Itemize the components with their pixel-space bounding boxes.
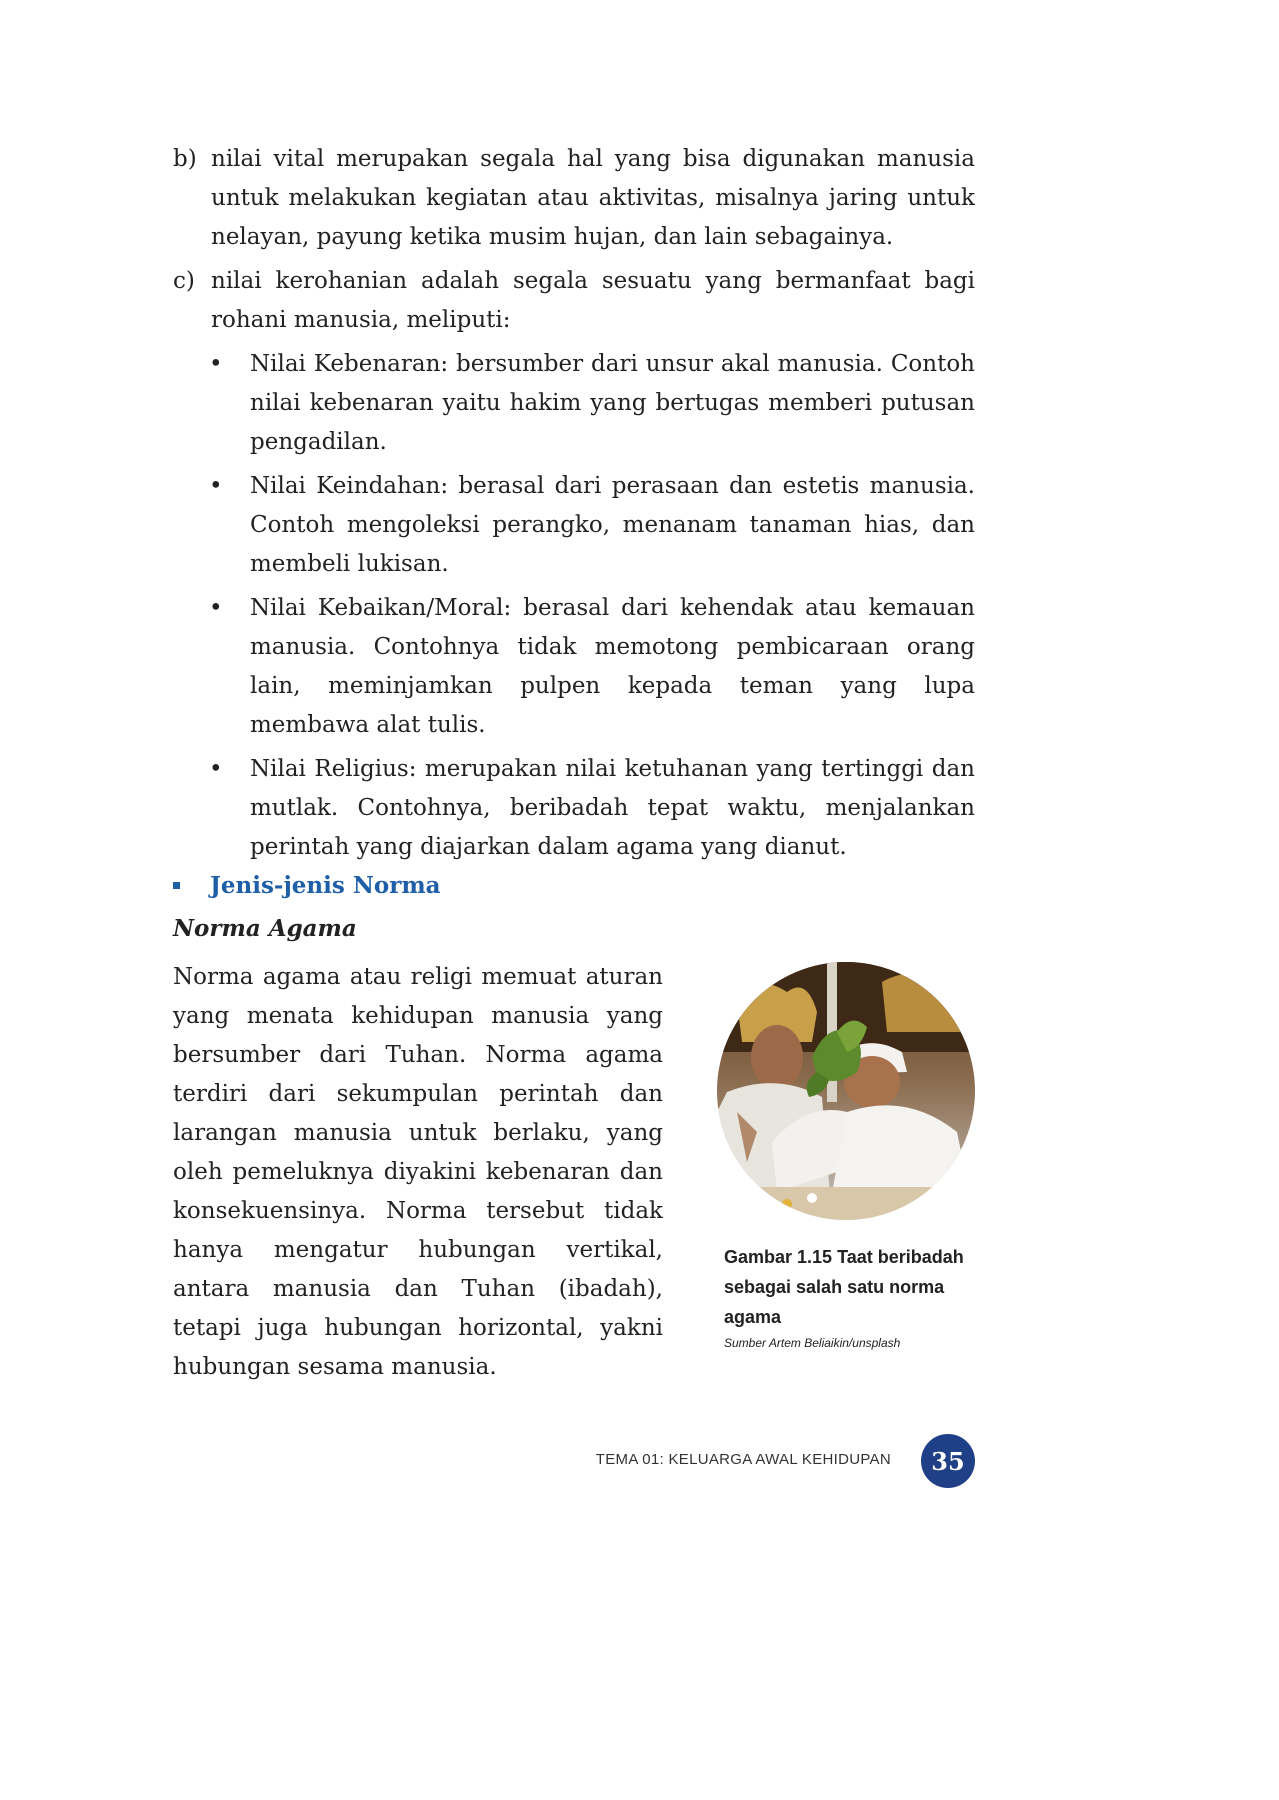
section-heading — [173, 872, 441, 899]
bullet-text: Nilai Keindahan: berasal dari perasaan dan estetis manusia. Contoh mengoleksi perangko, menanam tanaman hias, dan membeli lukisan. — [250, 473, 975, 577]
list-marker: c) — [173, 268, 195, 294]
figure-caption: Gambar 1.15 Taat beribadah sebagai salah satu norma agama — [724, 1247, 964, 1327]
list-marker: b) — [173, 146, 197, 172]
list-item-b — [173, 140, 975, 257]
bullet-dot: • — [209, 595, 223, 621]
footer-theme-title: TEMA 01: KELUARGA AWAL KEHIDUPAN — [595, 1451, 891, 1468]
bullet-dot: • — [209, 351, 223, 377]
bullet-kebenaran — [209, 345, 975, 462]
bullet-text: Nilai Religius: merupakan nilai ketuhanan yang tertinggi dan mutlak. Contohnya, beribadah tepat waktu, menjalankan perintah yang diajarkan dalam agama yang dianut. — [250, 756, 975, 860]
figure-credit: Sumber Artem Beliaikin/unsplash — [724, 1336, 901, 1350]
bullet-text: Nilai Kebenaran: bersumber dari unsur akal manusia. Contoh nilai kebenaran yaitu hakim yang bertugas memberi putusan pengadilan. — [250, 351, 975, 455]
bullet-kebaikan — [209, 589, 975, 745]
subheading: Norma Agama — [173, 915, 357, 942]
bullet-religius — [209, 750, 975, 867]
section-heading-text: Jenis-jenis Norma — [210, 872, 441, 899]
square-bullet-icon — [173, 882, 180, 889]
bullet-dot: • — [209, 756, 223, 782]
norma-agama-paragraph: Norma agama atau religi memuat aturan yang menata kehidupan manusia yang bersumber dari Tuhan. Norma agama terdiri dari sekumpulan perintah dan larangan manusia untuk berlaku, yang oleh pemeluknya diyakini kebenaran dan konsekuensinya. Norma tersebut tidak hanya mengatur hubungan vertikal, antara manusia dan Tuhan (ibadah), tetapi juga hubungan horizontal, yakni hubungan sesama manusia. — [173, 964, 663, 1380]
bullet-dot: • — [209, 473, 223, 499]
list-item-c — [173, 262, 975, 340]
value-bullet-list — [173, 345, 975, 867]
worship-photo-illustration — [717, 962, 975, 1220]
page-number-badge: 35 — [921, 1434, 975, 1488]
bullet-text: Nilai Kebaikan/Moral: berasal dari kehendak atau kemauan manusia. Contohnya tidak memotong pembicaraan orang lain, meminjamkan pulpen kepada teman yang lupa membawa alat tulis. — [250, 595, 975, 738]
list-item-text: nilai kerohanian adalah segala sesuatu yang bermanfaat bagi rohani manusia, meliputi: — [211, 268, 975, 333]
figure-photo — [717, 962, 975, 1220]
list-item-text: nilai vital merupakan segala hal yang bisa digunakan manusia untuk melakukan kegiatan atau aktivitas, misalnya jaring untuk nelayan, payung ketika musim hujan, dan lain sebagainya. — [211, 146, 975, 250]
main-text-block — [173, 140, 975, 872]
bullet-keindahan — [209, 467, 975, 584]
